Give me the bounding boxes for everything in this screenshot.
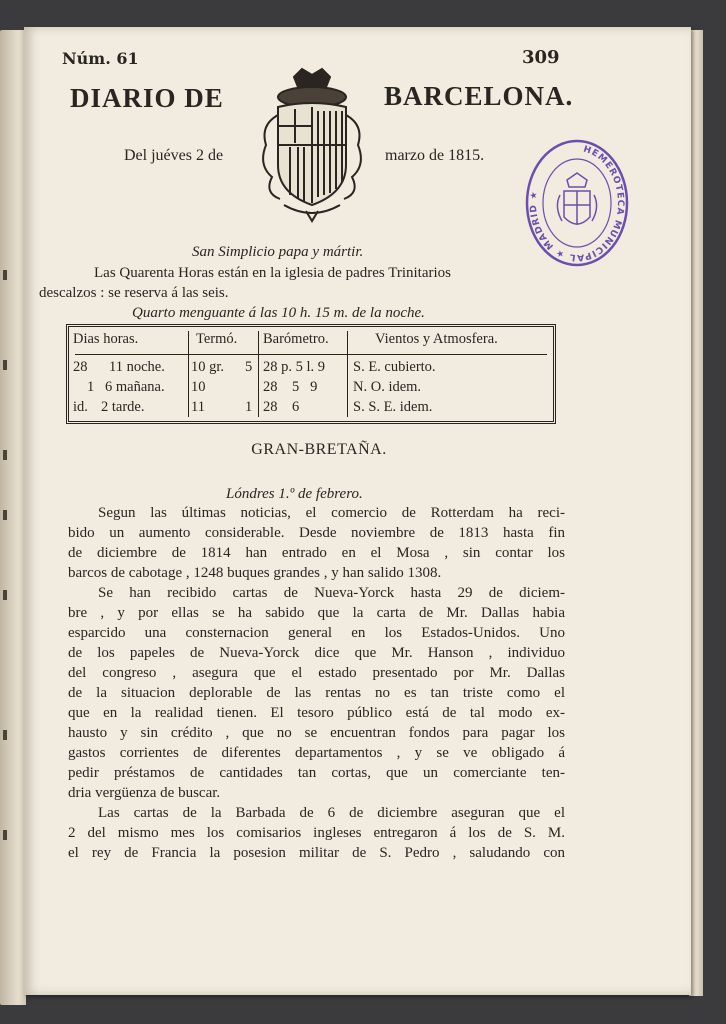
weather-table: Dias horas. Termó. Barómetro. Vientos y Atmosfera. 28 11 noche. 10 gr. 5 28 p. 5 l. 9 S. E. cubierto. 1 6 mañana. 10 28 5 9 N. O. idem. id. 2 tarde. 11 1 28 6 S. S. E. idem. xyxy=(66,324,556,424)
article-heading: GRAN-BRETAÑA. xyxy=(251,441,387,458)
header-vientos: Vientos y Atmosfera. xyxy=(375,331,498,347)
article-line: dria vergüenza de buscar. xyxy=(68,785,221,801)
article-line: barcos de cabotage , 1248 buques grandes , y han salido 1308. xyxy=(68,565,442,581)
stamp-text: HEMEROTECA MUNICIPAL ★ MADRID ★ xyxy=(528,144,625,263)
article-line: pedir préstamos de cantidades tan cortas, que un comerciante ten- xyxy=(68,765,565,781)
page-number: 309 xyxy=(522,47,560,68)
article-line: gastos corrientes de diferentes departamentos , y se ve obligado á xyxy=(68,745,565,761)
hemeroteca-stamp xyxy=(522,135,632,275)
barcelona-coat-of-arms-icon xyxy=(254,65,370,225)
saint-of-the-day: San Simplicio papa y mártir. xyxy=(192,244,364,260)
article-line: de diciembre de 1814 han entrado en el Mosa , sin contar los xyxy=(68,545,565,561)
date-right: marzo de 1815. xyxy=(385,147,485,164)
intro-line-1: Las Quarenta Horas están en la iglesia de padres Trinitarios xyxy=(94,265,451,281)
page-stack-edge xyxy=(689,30,703,996)
intro-line-2: descalzos : se reserva á las seis. xyxy=(39,285,229,301)
stamp-crest-icon xyxy=(557,173,596,225)
previous-page-edge xyxy=(0,30,26,1005)
issue-number: Núm. 61 xyxy=(62,49,139,68)
article-line: Se han recibido cartas de Nueva-Yorck hasta 29 de diciem- xyxy=(98,585,565,601)
article-line: de los papeles de Nueva-Yorck dice que Mr. Hanson , individuo xyxy=(68,645,565,661)
article-line: esparcido una consternacion general en los Estados-Unidos. Uno xyxy=(68,625,565,641)
moon-phase: Quarto menguante á las 10 h. 15 m. de la noche. xyxy=(132,305,425,321)
article-line: bre , y por ellas se ha sabido que la carta de Mr. Dallas habia xyxy=(68,605,565,621)
article-line: Segun las últimas noticias, el comercio de Rotterdam ha reci- xyxy=(98,505,565,521)
article-line: 2 del mismo mes los comisarios ingleses entregaron á los de S. M. xyxy=(68,825,565,841)
article-line: hausto y sin crédito , que no se encuentran fondos para pagar los xyxy=(68,725,565,741)
article-line: el rey de Francia la posesion militar de S. Pedro , saludando con xyxy=(68,845,565,861)
date-left: Del juéves 2 de xyxy=(124,147,224,164)
header-dias: Dias horas. xyxy=(73,331,139,347)
article-line: bido un aumento considerable. Desde noviembre de 1813 hasta fin xyxy=(68,525,565,541)
article-line: del congreso , asegura que el estado presentado por Mr. Dallas xyxy=(68,665,565,681)
article-line: que en la realidad tienen. El tesoro público está de tal modo ex- xyxy=(68,705,565,721)
article-dateline: Lóndres 1.º de febrero. xyxy=(226,486,363,502)
header-barometro: Barómetro. xyxy=(263,331,329,347)
newspaper-page xyxy=(24,27,691,995)
title-right: BARCELONA. xyxy=(384,81,574,111)
article-line: Las cartas de la Barbada de 6 de diciembre aseguran que el xyxy=(98,805,565,821)
article-line: de la situacion deplorable de las rentas no es tan triste como el xyxy=(68,685,565,701)
title-left: DIARIO DE xyxy=(70,83,224,113)
header-termo: Termó. xyxy=(196,331,238,347)
